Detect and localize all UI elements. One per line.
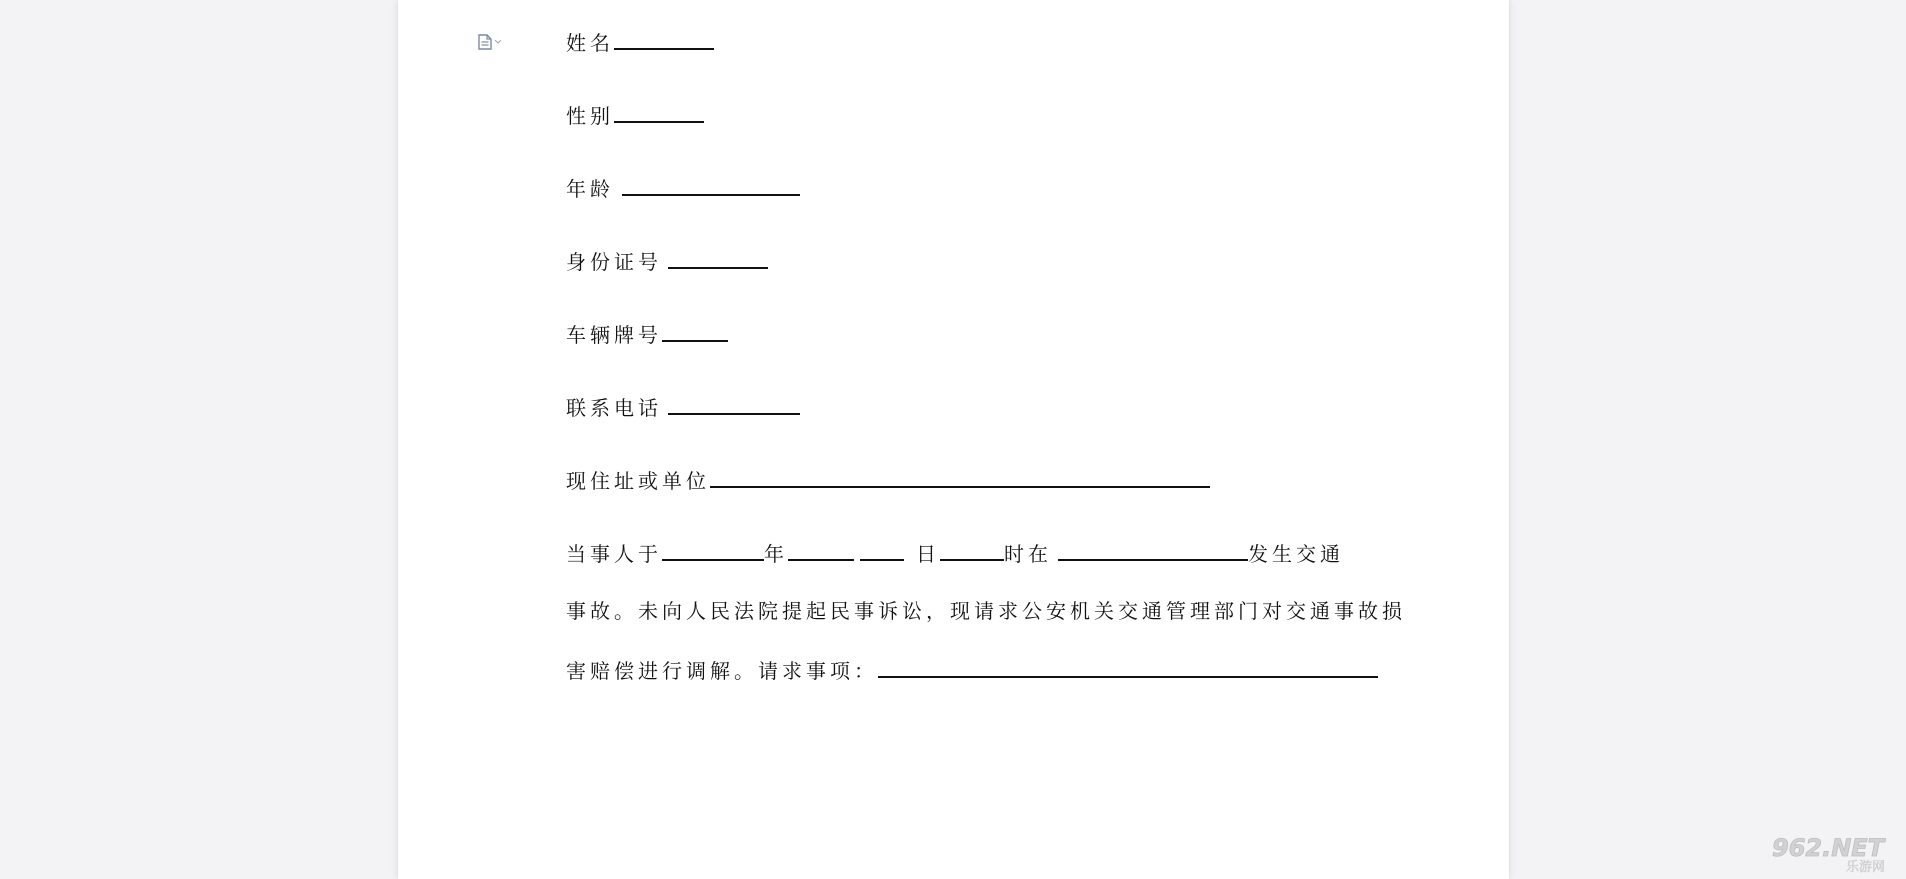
name-blank[interactable] [614,28,714,50]
document-page [398,0,1509,879]
watermark-brand: 962.NET [1772,834,1885,862]
name-label: 姓名 [566,31,614,55]
gender-blank[interactable] [614,101,704,123]
watermark-subtitle: 乐游网 [1846,860,1886,874]
phone-row [566,393,800,421]
age-blank[interactable] [622,174,800,196]
gender-row [566,101,704,129]
age-row [566,174,800,202]
statement-line3-text: 害赔偿进行调解。请求事项： [566,659,878,683]
id-row [566,247,768,275]
hour-blank[interactable] [940,539,1004,561]
time-at-label: 时在 [1004,542,1052,566]
statement-line-3 [566,656,1378,684]
year-label: 年 [764,542,788,566]
site-watermark [1768,832,1898,874]
phone-blank[interactable] [668,393,800,415]
day-pre-blank[interactable] [860,539,904,561]
id-label: 身份证号 [566,250,662,274]
month-blank[interactable] [662,539,764,561]
occurred-label: 发生交通 [1248,542,1344,566]
statement-part1: 当事人于 [566,542,662,566]
plate-blank[interactable] [662,320,728,342]
gender-label: 性别 [566,104,614,128]
day-label: 日 [916,542,940,566]
paragraph-menu-button[interactable] [478,34,504,50]
location-blank[interactable] [1058,539,1248,561]
plate-row [566,320,728,348]
document-icon [478,34,492,50]
statement-line2-text: 事故。未向人民法院提起民事诉讼，现请求公安机关交通管理部门对交通事故损 [566,599,1406,623]
plate-label: 车辆牌号 [566,323,662,347]
phone-label: 联系电话 [566,396,662,420]
month2-blank[interactable] [788,539,854,561]
chevron-down-icon [495,40,501,44]
age-label: 年龄 [566,177,614,201]
name-row [566,28,714,56]
address-label: 现住址或单位 [566,469,710,493]
statement-line-2 [566,597,1406,625]
id-blank[interactable] [668,247,768,269]
statement-line-1 [566,539,1344,567]
request-blank[interactable] [878,656,1378,678]
address-blank[interactable] [710,466,1210,488]
address-row [566,466,1210,494]
